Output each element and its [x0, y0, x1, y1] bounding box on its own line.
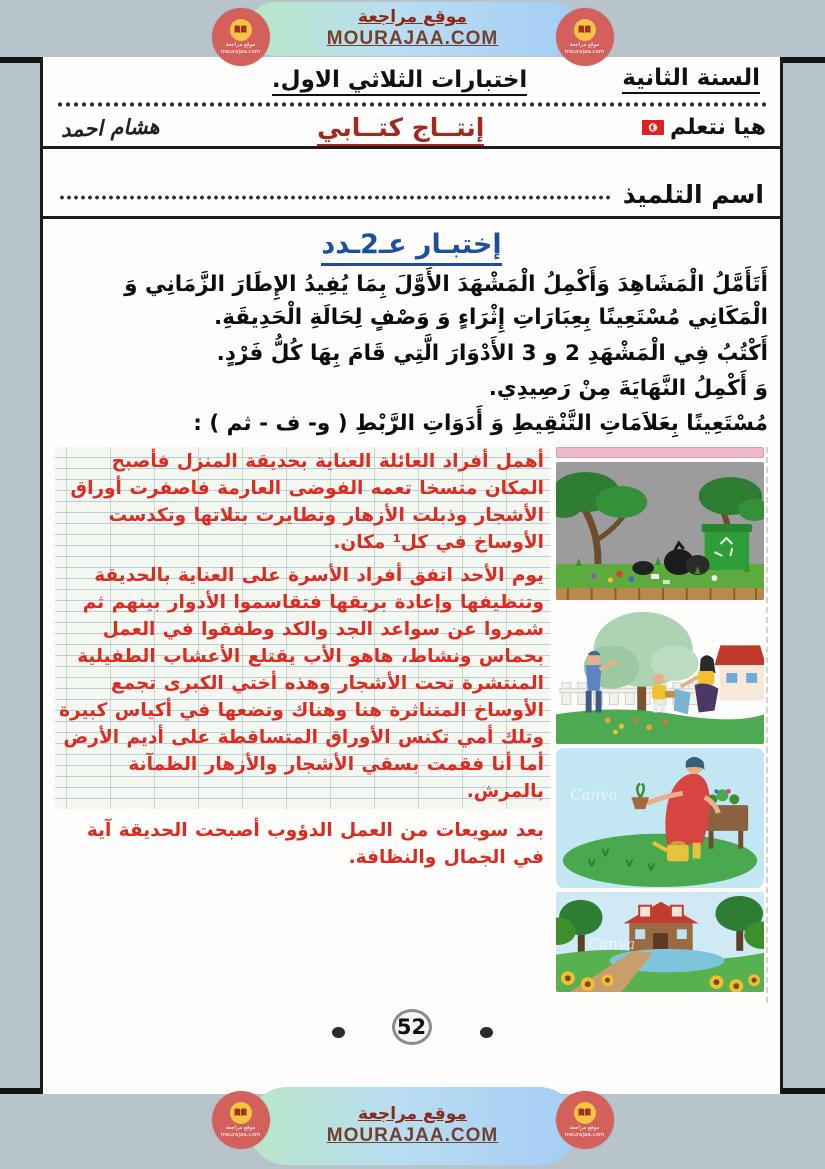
student-name-row	[43, 149, 780, 219]
site-banner-top[interactable]	[220, 2, 605, 56]
site-name-arabic[interactable]: موقع مراجعة	[358, 1104, 467, 1125]
house	[714, 645, 764, 700]
lawn	[563, 833, 757, 886]
essay-paper	[55, 447, 550, 1003]
badge-label: موقع مراجعة	[569, 41, 600, 48]
author-signature: هشام احمد	[60, 113, 160, 142]
badge-label: mourajaa.com	[220, 49, 261, 55]
trash-bag-blue	[674, 688, 691, 714]
student-name-blank	[59, 194, 613, 201]
fence-base	[556, 588, 764, 600]
student-name-label: اسم التلميذ	[622, 179, 764, 209]
test-title: إختبـار عـ2ـدد	[55, 229, 768, 260]
site-logo-badge[interactable]	[556, 1091, 614, 1149]
essay-section	[55, 447, 768, 1003]
site-domain-link[interactable]: MOURAJAA.COM	[326, 1124, 499, 1146]
badge-label: mourajaa.com	[220, 1132, 261, 1138]
site-logo-badge[interactable]	[212, 8, 270, 66]
book-logo-icon	[574, 19, 596, 41]
subject-title: إنتــاج كتــابي	[160, 113, 642, 142]
figures-pink-bar	[556, 447, 764, 458]
essay-ending	[55, 809, 550, 871]
site-banner-bottom[interactable]	[220, 1087, 605, 1165]
slogan	[642, 115, 766, 140]
worksheet-header	[43, 57, 780, 149]
essay-paragraph: أهمل أفراد العائلة العناية بحديقة المنزل فأصبح المكان متسخا تعمه الفوضى العارمة فاصفرت أوراق الأشجار وذبلت الأزهار وتطايرت بتلاتها وتكدست الأوساخ في كل¹ مكان.	[70, 450, 544, 553]
grade-label: السنة الثانية	[622, 65, 760, 94]
lined-paper	[55, 447, 550, 809]
site-domain-link[interactable]: MOURAJAA.COM	[326, 27, 499, 49]
scene-1-dirty-garden-illustration	[556, 462, 764, 600]
book-logo-icon	[230, 1102, 252, 1124]
worksheet-page	[40, 57, 783, 1094]
canva-watermark: Canva	[570, 785, 618, 803]
scene-4-clean-garden-illustration	[556, 892, 764, 992]
scene-illustrations	[556, 447, 768, 1003]
instructions	[55, 268, 768, 443]
book-logo-icon	[574, 1102, 596, 1124]
instruction-line: مُسْتَعِينًا بِعَلاَمَاتِ التَّنْقِيطِ وَ أَدَوَاتِ الرَّبْطِ ( و- ف - ثم ) :	[193, 411, 768, 437]
badge-label: موقع مراجعة	[225, 41, 256, 48]
badge-label: موقع مراجعة	[225, 1124, 256, 1131]
decorative-dot	[332, 1027, 345, 1038]
badge-label: mourajaa.com	[564, 1132, 605, 1138]
instruction-line: أَتَأَمَّلُ الْمَشَاهِدَ وَأَكْمِلُ الْمَشْهَدَ الأَوَّلَ بِمَا يُفِيدُ الإِطَارَ الزَّمَانِي وَ الْمَكَانِي مُسْتَعِينًا بِعِبَارَاتِ إِثْرَاءٍ وَ وَصْفٍ لِحَالَةِ الْحَدِيقَةِ.	[124, 272, 768, 331]
header-dotted-separator	[57, 101, 766, 108]
essay-paragraph: يوم الأحد اتفق أفراد الأسرة على العناية بالحديقة وتنظيفها وإعادة بريقها فتقاسموا الأدوار بينهم ثم شمروا عن سواعد الجد والكد وطفقوا في العمل بحماس ونشاط، هاهو الأب يقتلع الأعشاب الطفيلية المنتشرة تحت الأشجار وهذه أختي الكبرى تجمع الأوساخ المتناثرة هنا وهناك وتضعها في أكياس كبيرة وتلك أمي تكنس الأوراق المتساقطة على أديم الأرض أما أنا فقمت بسقي الأشجار والأزهار الظمآنة بالمرش.	[59, 564, 544, 802]
book-logo-icon	[230, 19, 252, 41]
site-logo-badge[interactable]	[212, 1091, 270, 1149]
trimester-title: اختبارات الثلاثي الاول.	[177, 67, 622, 93]
slogan-label: هيا نتعلم	[669, 115, 766, 140]
badge-label: mourajaa.com	[564, 49, 605, 55]
essay-paragraph: بعد سويعات من العمل الدؤوب أصبحت الحديقة آية في الجمال والنظافة.	[86, 819, 544, 868]
instruction-line: وَ أَكْمِلُ النَّهَايَةَ مِنْ رَصِيدِي.	[488, 375, 768, 401]
page-footer	[55, 1005, 768, 1049]
site-name-arabic[interactable]: موقع مراجعة	[358, 7, 467, 28]
canva-watermark: Canva	[588, 935, 636, 953]
site-logo-badge[interactable]	[556, 8, 614, 66]
page-number: 52	[392, 1009, 432, 1045]
scene-3-woman-planting-illustration	[556, 748, 764, 888]
instruction-line: أَكْتُبُ فِي الْمَشْهَدِ 2 و 3 الأَدْوَارَ الَّتِي قَامَ بِهَا كُلُّ فَرْدٍ.	[216, 340, 768, 366]
badge-label: موقع مراجعة	[569, 1124, 600, 1131]
scene-2-family-cleaning-illustration	[556, 604, 764, 744]
decorative-dot	[480, 1027, 493, 1038]
worksheet-body	[43, 219, 780, 1094]
tunisia-flag-icon	[642, 120, 664, 135]
